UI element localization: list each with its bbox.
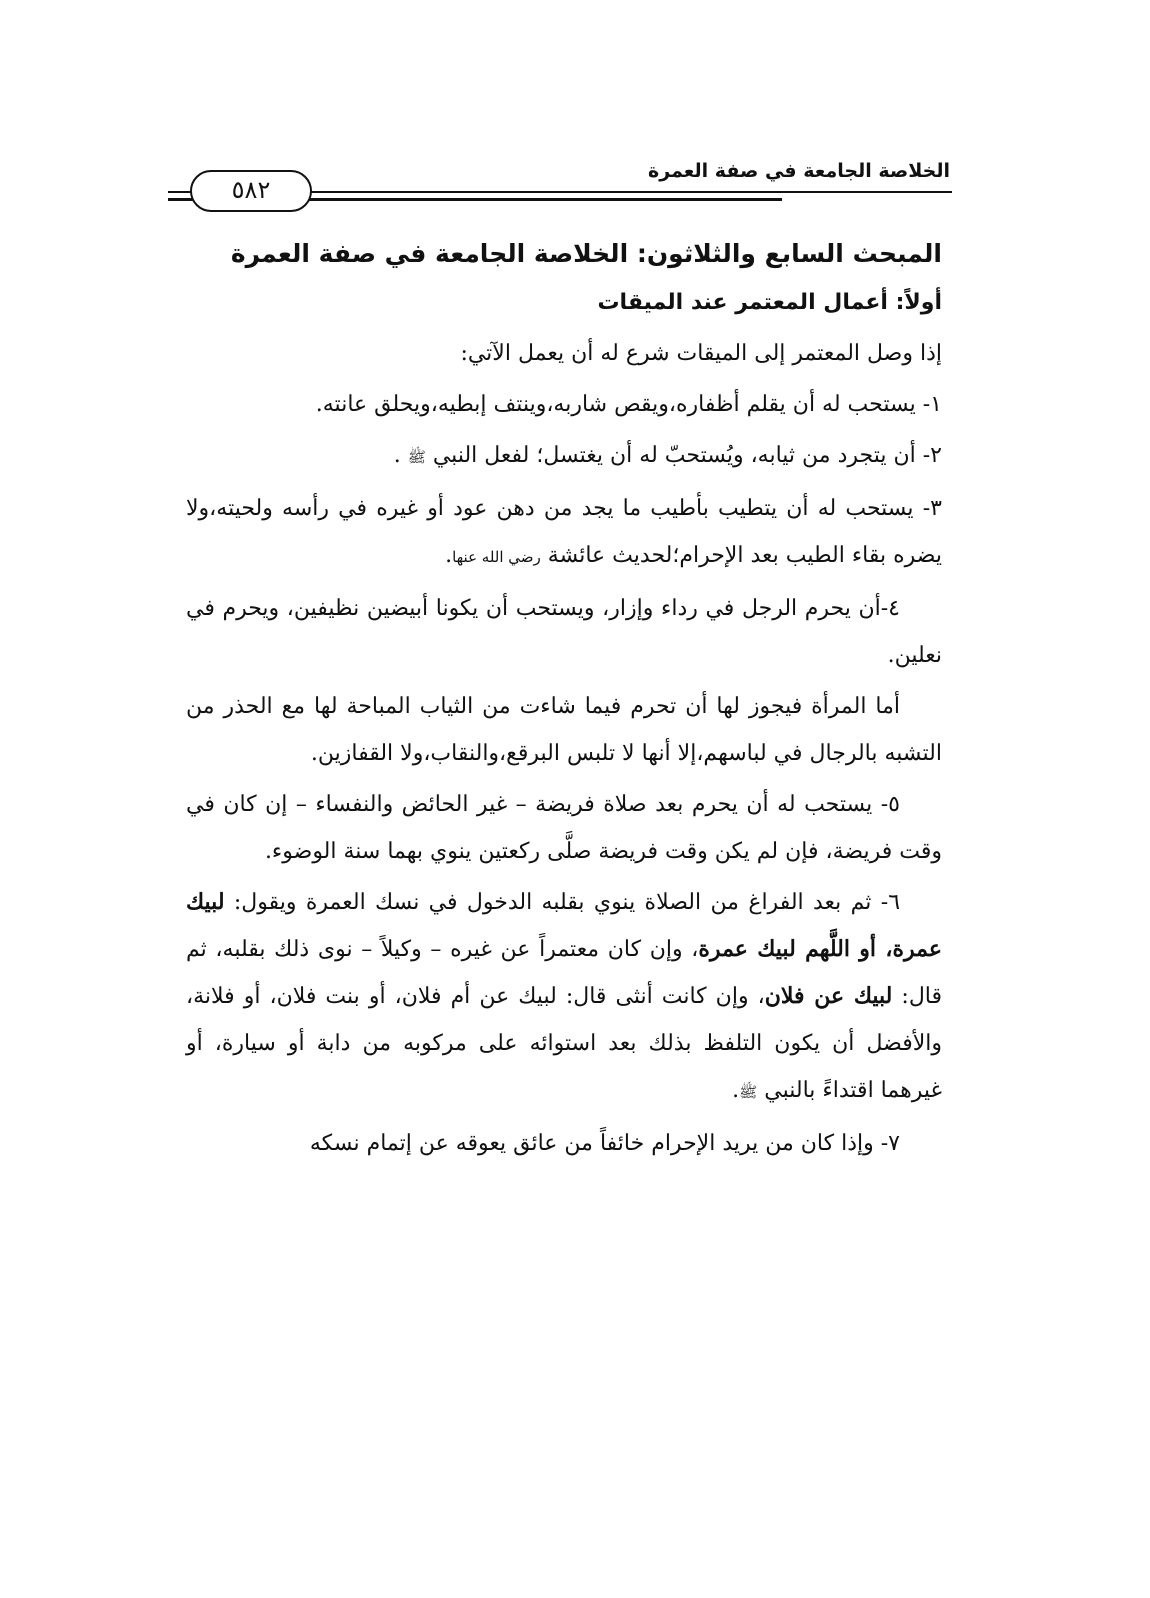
chapter-title: المبحث السابع والثلاثون: الخلاصة الجامعة في صفة العمرة <box>230 239 942 268</box>
paragraph-item-3 <box>186 485 942 581</box>
page-body <box>186 228 942 1171</box>
paragraph-item-7: ٧- وإذا كان من يريد الإحرام خائفاً من عائق يعوقه عن إتمام نسكه <box>309 1131 900 1156</box>
item-6-text-c: ، وإن كانت أنثى قال: لبيك عن أم فلان، أو بنت فلان، أو فلانة، والأفضل أن يكون التلفظ بذلك بعد استوائه على مركوبه من دابة أو سيارة، أو غيرهما اقتداءً بالنبي <box>186 984 942 1103</box>
radiallahu-honorific: رضي الله عنها <box>452 548 541 566</box>
item-2-end: . <box>393 443 408 468</box>
item-6-end: . <box>732 1078 740 1103</box>
salawat-honorific: ﷺ <box>407 448 426 466</box>
item-3-text: ٣- يستحب له أن يتطيب بأطيب ما يجد من دهن عود أو غيره في رأسه ولحيته،ولا يضره بقاء الطيب بعد الإحرام؛لحديث عائشة <box>186 496 942 568</box>
paragraph-item-6 <box>186 879 942 1116</box>
paragraph-item-2 <box>186 432 942 481</box>
item-2-text: ٢- أن يتجرد من ثيابه، ويُستحبّ له أن يغتسل؛ لفعل النبي <box>432 443 942 468</box>
item-6-text-a: ٦- ثم بعد الفراغ من الصلاة ينوي بقلبه الدخول في نسك العمرة ويقول: <box>224 890 901 915</box>
running-title: الخلاصة الجامعة في صفة العمرة <box>648 160 950 182</box>
paragraph-item-4: ٤-أن يحرم الرجل في رداء وإزار، ويستحب أن يكونا أبيضين نظيفين، ويحرم في نعلين. <box>186 596 942 668</box>
talbiyah-proxy-phrase: لبيك عن فلان <box>764 983 893 1009</box>
running-header <box>168 158 952 212</box>
section-title: أولاً: أعمال المعتمر عند الميقات <box>597 290 942 315</box>
talbiyah-phrase: لبيك عمرة، أو اللَّهم لبيك عمرة <box>186 889 942 962</box>
paragraph-woman: أما المرأة فيجوز لها أن تحرم فيما شاءت من الثياب المباحة لها مع الحذر من التشبه بالرجال في لباسهم،إلا أنها لا تلبس البرقع،والنقاب،ولا القفازين. <box>186 694 942 766</box>
item-3-end: . <box>445 543 453 568</box>
item-6-text-b: ، وإن كان معتمراً عن غيره – وكيلاً – نوى ذلك بقلبه، ثم قال: <box>186 937 943 1009</box>
paragraph-intro: إذا وصل المعتمر إلى الميقات شرع له أن يعمل الآتي: <box>460 341 942 366</box>
salawat-honorific-2: ﷺ <box>739 1083 758 1101</box>
paragraph-item-1: ١- يستحب له أن يقلم أظفاره،ويقص شاربه،وينتف إبطيه،ويحلق عانته. <box>315 392 942 417</box>
page-number-badge: ٥٨٢ <box>190 170 312 212</box>
paragraph-item-5: ٥- يستحب له أن يحرم بعد صلاة فريضة – غير الحائض والنفساء – إن كان في وقت فريضة، فإن لم يكن وقت فريضة صلَّى ركعتين ينوي بهما سنة الوضوء. <box>186 792 942 864</box>
